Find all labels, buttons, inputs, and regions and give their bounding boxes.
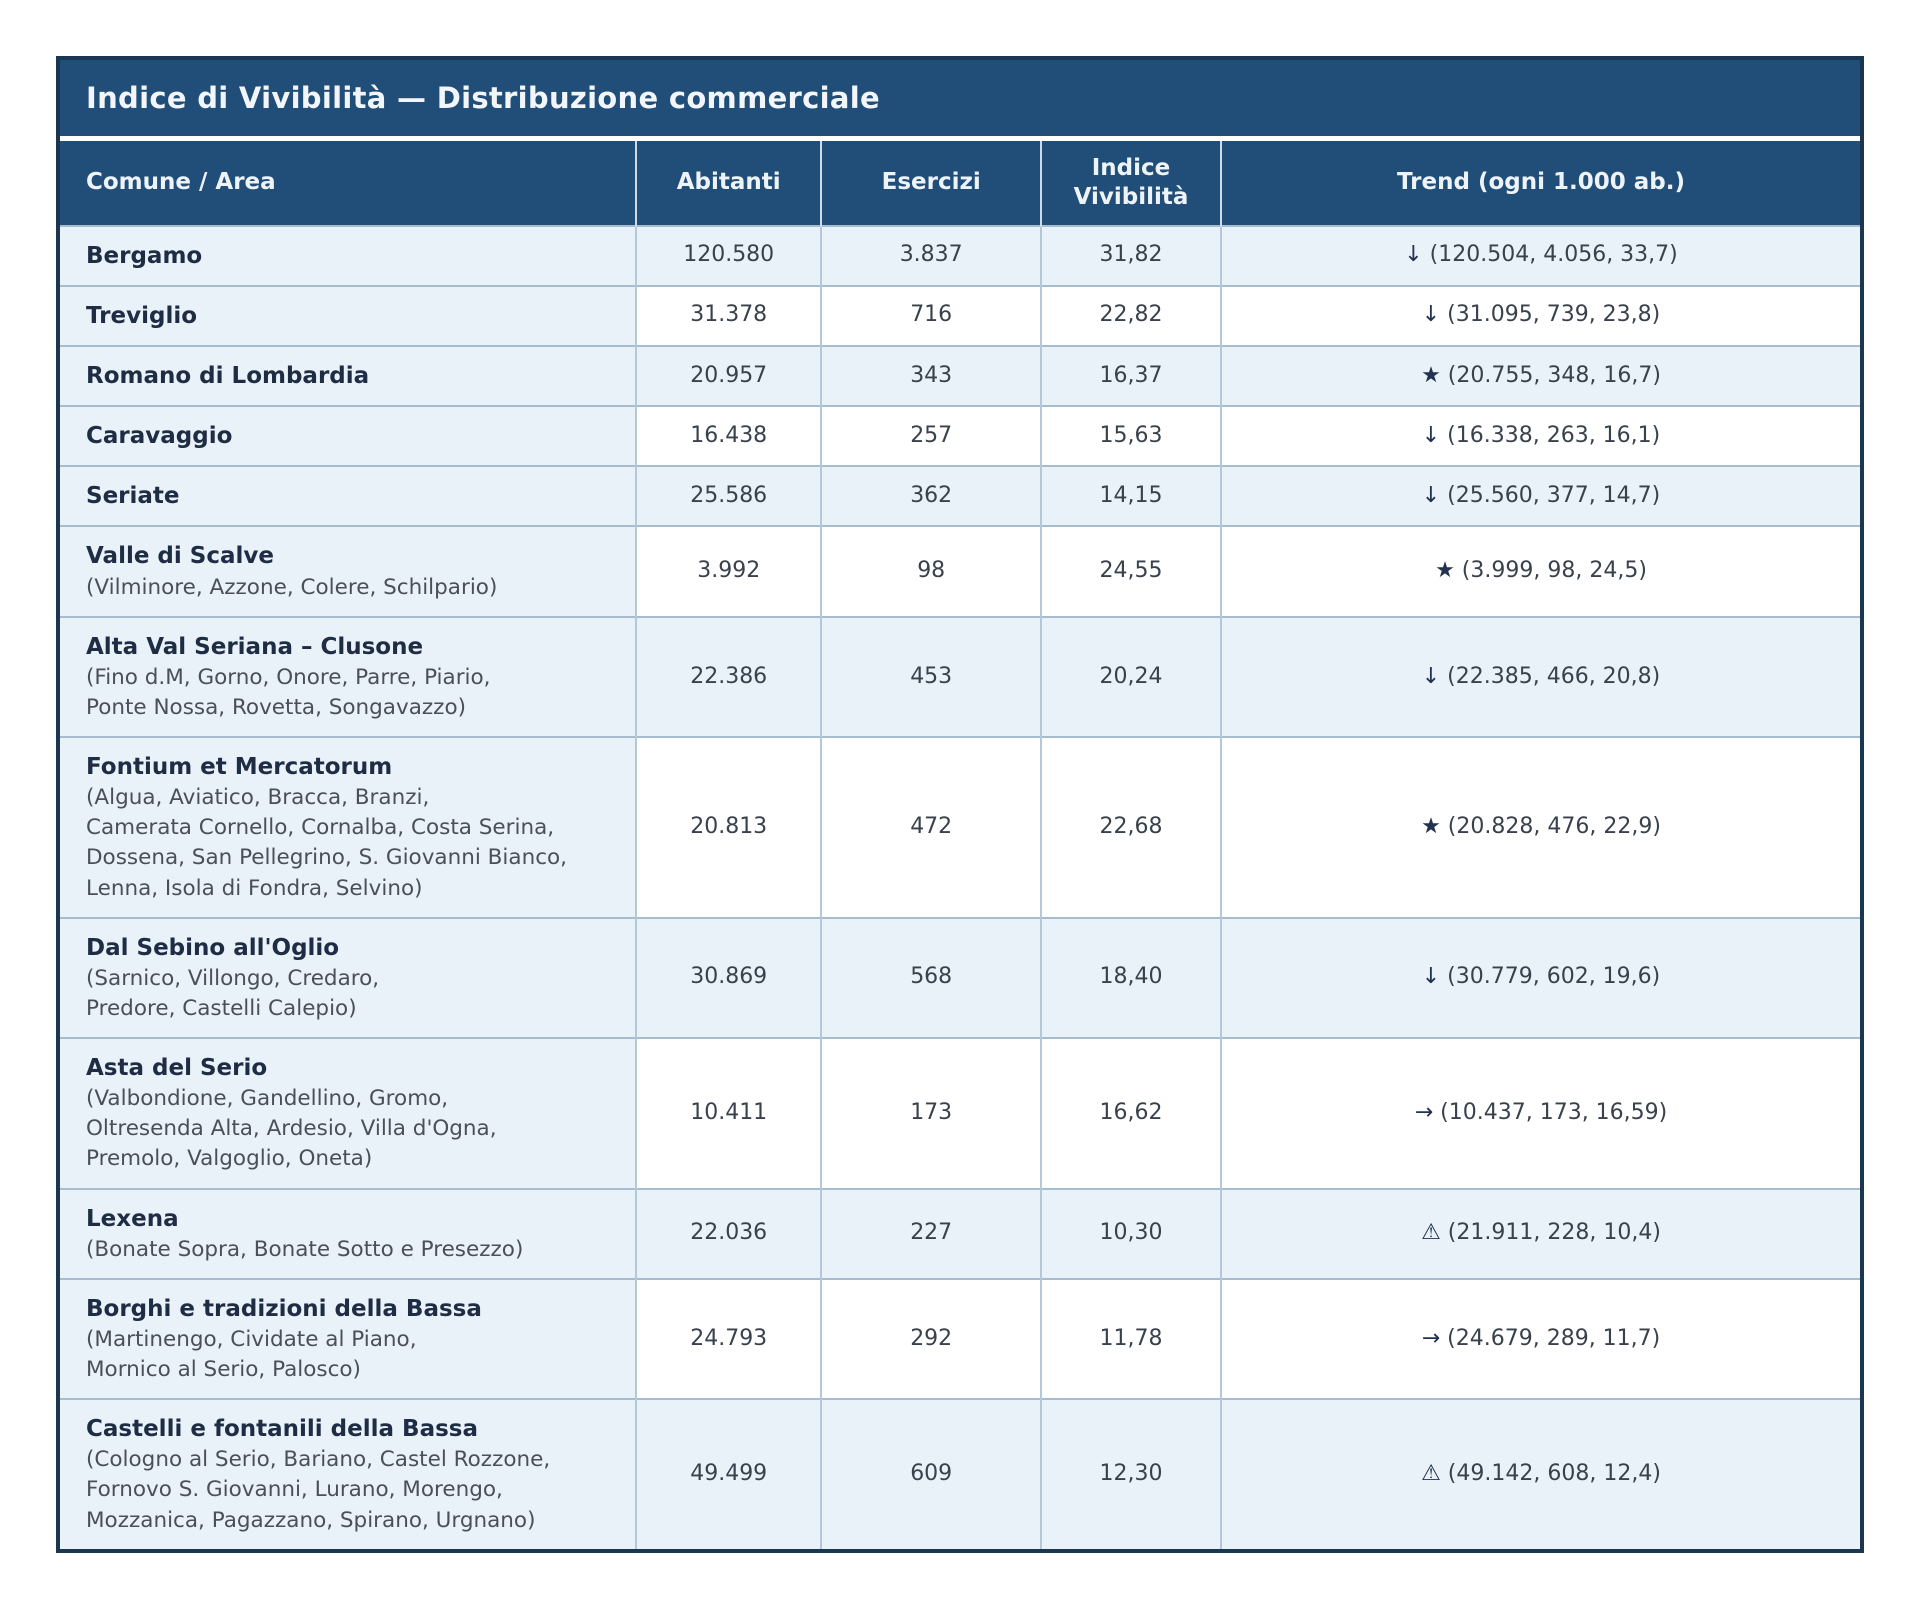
cell-trend	[1221, 617, 1860, 737]
area-municipalities-line: Dossena, San Pellegrino, S. Giovanni Bianco,	[86, 845, 567, 871]
cell-esercizi: 453	[821, 617, 1041, 737]
cell-esercizi: 343	[821, 346, 1041, 406]
area-name: Asta del Serio	[86, 1055, 268, 1082]
cell-indice: 31,82	[1041, 226, 1221, 286]
area-name: Caravaggio	[86, 423, 233, 450]
cell-indice: 12,30	[1041, 1399, 1221, 1548]
cell-comune-area	[60, 1038, 636, 1188]
trend-down-arrow-icon: ↓	[1421, 302, 1441, 328]
area-name: Alta Val Seriana – Clusone	[86, 633, 424, 660]
trend-down-arrow-icon: ↓	[1404, 242, 1423, 268]
cell-trend	[1221, 406, 1860, 466]
area-name: Treviglio	[86, 302, 198, 329]
cell-comune-area	[60, 226, 636, 286]
table-row	[60, 1399, 1860, 1548]
cell-comune-area	[60, 1399, 636, 1548]
cell-abitanti: 22.386	[636, 617, 821, 737]
area-municipalities-line: Mozzanica, Pagazzano, Spirano, Urgnano)	[86, 1507, 536, 1533]
cell-comune-area	[60, 286, 636, 346]
table-row	[60, 526, 1860, 616]
cell-trend	[1221, 526, 1860, 616]
cell-comune-area	[60, 406, 636, 466]
column-header-abitanti: Abitanti	[636, 141, 821, 226]
trend-values: (30.779, 602, 19,6)	[1440, 964, 1661, 990]
cell-abitanti: 3.992	[636, 526, 821, 616]
cell-esercizi: 362	[821, 466, 1041, 526]
column-header-comune-area: Comune / Area	[60, 141, 636, 226]
cell-comune-area	[60, 1189, 636, 1279]
trend-right-arrow-icon: →	[1421, 1325, 1441, 1351]
trend-down-arrow-icon: ↓	[1421, 964, 1441, 990]
trend-right-arrow-icon: →	[1414, 1099, 1434, 1125]
table-title: Indice di Vivibilità — Distribuzione commerciale	[60, 60, 1860, 141]
cell-indice: 15,63	[1041, 406, 1221, 466]
cell-trend	[1221, 1399, 1860, 1548]
area-municipalities-line: Predore, Castelli Calepio)	[86, 995, 357, 1021]
area-municipalities-line: Lenna, Isola di Fondra, Selvino)	[86, 875, 423, 901]
cell-esercizi: 173	[821, 1038, 1041, 1188]
cell-trend	[1221, 918, 1860, 1038]
cell-comune-area	[60, 1279, 636, 1399]
cell-indice: 22,68	[1041, 737, 1221, 918]
cell-comune-area	[60, 346, 636, 406]
table-row	[60, 1038, 1860, 1188]
cell-trend	[1221, 1038, 1860, 1188]
cell-comune-area	[60, 737, 636, 918]
cell-esercizi: 3.837	[821, 226, 1041, 286]
cell-abitanti: 24.793	[636, 1279, 821, 1399]
area-municipalities-line: Premolo, Valgoglio, Oneta)	[86, 1146, 373, 1172]
table-row	[60, 737, 1860, 918]
table-body	[60, 226, 1860, 1549]
cell-trend	[1221, 737, 1860, 918]
cell-comune-area	[60, 466, 636, 526]
cell-trend	[1221, 1279, 1860, 1399]
cell-indice: 16,62	[1041, 1038, 1221, 1188]
cell-esercizi: 568	[821, 918, 1041, 1038]
cell-esercizi: 716	[821, 286, 1041, 346]
trend-star-icon: ★	[1421, 362, 1441, 388]
cell-abitanti: 20.813	[636, 737, 821, 918]
cell-esercizi: 227	[821, 1189, 1041, 1279]
trend-values: (22.385, 466, 20,8)	[1440, 663, 1661, 689]
cell-esercizi: 292	[821, 1279, 1041, 1399]
cell-trend	[1221, 286, 1860, 346]
cell-esercizi: 609	[821, 1399, 1041, 1548]
column-header-indice-vivibilita: Indice Vivibilità	[1041, 141, 1221, 226]
cell-comune-area	[60, 526, 636, 616]
cell-esercizi: 257	[821, 406, 1041, 466]
area-municipalities-line: Camerata Cornello, Cornalba, Costa Serina,	[86, 815, 555, 841]
cell-abitanti: 10.411	[636, 1038, 821, 1188]
cell-trend	[1221, 346, 1860, 406]
cell-indice: 24,55	[1041, 526, 1221, 616]
cell-trend	[1221, 226, 1860, 286]
trend-values: (3.999, 98, 24,5)	[1454, 558, 1647, 584]
trend-values: (20.755, 348, 16,7)	[1440, 362, 1661, 388]
area-municipalities-line: (Martinengo, Cividate al Piano,	[86, 1326, 417, 1352]
trend-down-arrow-icon: ↓	[1421, 422, 1441, 448]
cell-abitanti: 22.036	[636, 1189, 821, 1279]
cell-trend	[1221, 1189, 1860, 1279]
area-municipalities-line: Oltresenda Alta, Ardesio, Villa d'Ogna,	[86, 1116, 497, 1142]
trend-values: (24.679, 289, 11,7)	[1440, 1325, 1661, 1351]
cell-abitanti: 25.586	[636, 466, 821, 526]
area-name: Lexena	[86, 1205, 179, 1232]
column-header-esercizi: Esercizi	[821, 141, 1041, 226]
trend-values: (31.095, 739, 23,8)	[1440, 302, 1661, 328]
cell-trend	[1221, 466, 1860, 526]
area-municipalities-line: (Cologno al Serio, Bariano, Castel Rozzone,	[86, 1447, 551, 1473]
trend-values: (20.828, 476, 22,9)	[1440, 813, 1661, 839]
table-header-row	[60, 141, 1860, 226]
area-municipalities-line: Mornico al Serio, Palosco)	[86, 1357, 361, 1383]
table-row	[60, 226, 1860, 286]
cell-abitanti: 20.957	[636, 346, 821, 406]
cell-esercizi: 472	[821, 737, 1041, 918]
cell-comune-area	[60, 918, 636, 1038]
cell-indice: 20,24	[1041, 617, 1221, 737]
area-municipalities-line: (Bonate Sopra, Bonate Sotto e Presezzo)	[86, 1236, 524, 1262]
table-row	[60, 406, 1860, 466]
area-municipalities-line: (Vilminore, Azzone, Colere, Schilpario)	[86, 574, 498, 600]
table-row	[60, 1279, 1860, 1399]
area-municipalities-line: (Valbondione, Gandellino, Gromo,	[86, 1086, 449, 1112]
vivibilita-table	[60, 141, 1860, 1549]
trend-down-arrow-icon: ↓	[1421, 482, 1441, 508]
trend-values: (49.142, 608, 12,4)	[1440, 1460, 1661, 1486]
area-name: Bergamo	[86, 242, 203, 269]
area-name: Castelli e fontanili della Bassa	[86, 1416, 478, 1443]
area-municipalities-line: (Fino d.M, Gorno, Onore, Parre, Piario,	[86, 664, 491, 690]
cell-abitanti: 49.499	[636, 1399, 821, 1548]
cell-abitanti: 16.438	[636, 406, 821, 466]
cell-comune-area	[60, 617, 636, 737]
trend-warning-icon: ⚠	[1421, 1220, 1441, 1246]
area-name: Dal Sebino all'Oglio	[86, 934, 340, 961]
area-municipalities-line: Fornovo S. Giovanni, Lurano, Morengo,	[86, 1477, 503, 1503]
cell-indice: 18,40	[1041, 918, 1221, 1038]
table-row	[60, 918, 1860, 1038]
area-municipalities-line: (Sarnico, Villongo, Credaro,	[86, 965, 380, 991]
area-municipalities-line: Ponte Nossa, Rovetta, Songavazzo)	[86, 695, 466, 720]
cell-abitanti: 31.378	[636, 286, 821, 346]
area-name: Fontium et Mercatorum	[86, 754, 393, 781]
trend-values: (10.437, 173, 16,59)	[1433, 1099, 1668, 1125]
vivibilita-table-panel	[56, 56, 1864, 1553]
trend-star-icon: ★	[1421, 813, 1441, 839]
trend-values: (25.560, 377, 14,7)	[1440, 482, 1661, 508]
cell-indice: 22,82	[1041, 286, 1221, 346]
trend-values: (21.911, 228, 10,4)	[1440, 1220, 1661, 1246]
area-name: Borghi e tradizioni della Bassa	[86, 1295, 482, 1322]
cell-abitanti: 30.869	[636, 918, 821, 1038]
table-row	[60, 346, 1860, 406]
table-row	[60, 617, 1860, 737]
area-municipalities-line: (Algua, Aviatico, Bracca, Branzi,	[86, 785, 430, 811]
area-name: Seriate	[86, 483, 180, 510]
column-header-trend: Trend (ogni 1.000 ab.)	[1221, 141, 1860, 226]
table-row	[60, 466, 1860, 526]
cell-indice: 10,30	[1041, 1189, 1221, 1279]
cell-esercizi: 98	[821, 526, 1041, 616]
cell-abitanti: 120.580	[636, 226, 821, 286]
table-row	[60, 286, 1860, 346]
trend-star-icon: ★	[1435, 558, 1455, 584]
trend-values: (120.504, 4.056, 33,7)	[1422, 242, 1678, 268]
trend-values: (16.338, 263, 16,1)	[1440, 422, 1661, 448]
trend-down-arrow-icon: ↓	[1421, 663, 1441, 689]
area-name: Valle di Scalve	[86, 543, 274, 570]
cell-indice: 16,37	[1041, 346, 1221, 406]
area-name: Romano di Lombardia	[86, 362, 370, 389]
cell-indice: 14,15	[1041, 466, 1221, 526]
cell-indice: 11,78	[1041, 1279, 1221, 1399]
table-row	[60, 1189, 1860, 1279]
trend-warning-icon: ⚠	[1421, 1460, 1441, 1486]
